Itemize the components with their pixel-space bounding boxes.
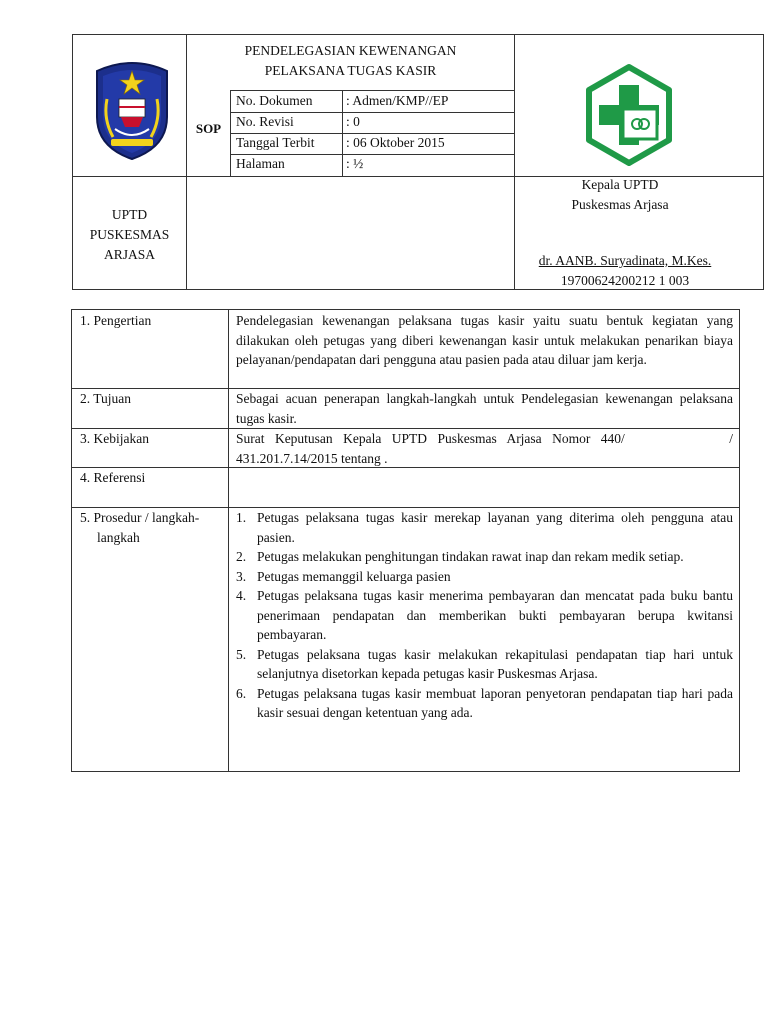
- meta-label: No. Revisi: [236, 114, 294, 129]
- title-line: PENDELEGASIAN KEWENANGAN: [244, 43, 457, 58]
- kebijakan-line: 431.201.7.14/2015 tentang .: [236, 450, 388, 466]
- sop-label: SOP: [195, 121, 222, 136]
- step-number: 6.: [236, 685, 247, 701]
- meta-value: : Admen/KMP//EP: [346, 93, 449, 108]
- row-text-pengertian: Pendelegasian kewenangan pelaksana tugas kasir yaitu suatu bentuk kegiatan yang dilakukan oleh petugas yang diberi kewenangan kasir untuk melakukan penarikan biaya pelayanan/pendapatan dari pengguna atau pasien pada atau diluar jam kerja.: [236, 313, 733, 367]
- kebijakan-line: Surat Keputusan Kepala UPTD Puskesmas Arjasa Nomor 440/ /: [236, 431, 733, 446]
- puskesmas-logo: [583, 63, 675, 169]
- step-text: Petugas memanggil keluarga pasien: [257, 568, 451, 584]
- prosedur-label-line: langkah: [97, 529, 140, 545]
- step-number: 2.: [236, 549, 247, 564]
- row-text-kebijakan: [236, 429, 733, 468]
- prosedur-steps: [228, 508, 733, 723]
- step-number: 1.: [236, 510, 247, 525]
- step-text: Petugas pelaksana tugas kasir merekap layanan yang diterima oleh pengguna atau pasien.: [257, 510, 733, 545]
- step-text: Petugas melakukan penghitungan tindakan rawat inap dan rekam medik setiap.: [257, 549, 684, 564]
- signer-title-line: Puskesmas Arjasa: [571, 197, 669, 212]
- meta-value: : 06 Oktober 2015: [346, 135, 445, 150]
- list-item: [228, 684, 733, 723]
- meta-value: : ½: [346, 156, 364, 171]
- step-number: 3.: [236, 568, 247, 584]
- list-item: [228, 586, 733, 645]
- signer-nip: 19700624200212 1 003: [560, 273, 690, 288]
- step-text: Petugas pelaksana tugas kasir melakukan rekapitulasi pendapatan tiap hari untuk selanjutnya disetorkan kepada petugas kasir Puskesmas Arjasa.: [257, 646, 733, 681]
- signer-name: dr. AANB. Suryadinata, M.Kes.: [538, 253, 712, 268]
- step-text: Petugas pelaksana tugas kasir menerima pembayaran dan mencatat pada buku bantu penerimaan pendapatan dan memberikan bukti pembayaran berupa kwitansi pembayaran.: [257, 588, 733, 642]
- regency-crest-logo: [91, 59, 173, 163]
- list-item: [228, 508, 733, 547]
- row-label-kebijakan: 3. Kebijakan: [80, 431, 149, 446]
- prosedur-label-line: 5. Prosedur / langkah-: [80, 510, 200, 525]
- meta-label: Tanggal Terbit: [236, 135, 315, 150]
- org-line: ARJASA: [103, 247, 155, 262]
- meta-label: Halaman: [236, 156, 285, 171]
- document-title: [187, 41, 514, 81]
- row-label-tujuan: 2. Tujuan: [80, 391, 132, 406]
- document-header: [72, 34, 764, 290]
- list-item: [228, 645, 733, 684]
- row-text-tujuan: Sebagai acuan penerapan langkah-langkah untuk Pendelegasian kewenangan pelaksana tugas kasir.: [236, 391, 733, 426]
- list-item: [228, 567, 733, 587]
- list-item: [228, 547, 733, 567]
- step-text: Petugas pelaksana tugas kasir membuat laporan penyetoran pendapatan tiap hari pada kasir sesuai dengan ketentuan yang ada.: [257, 685, 733, 720]
- row-label-pengertian: 1. Pengertian: [80, 313, 152, 328]
- organization-name: [73, 205, 186, 265]
- meta-value: : 0: [346, 114, 360, 129]
- title-line: PELAKSANA TUGAS KASIR: [264, 63, 437, 78]
- org-line: PUSKESMAS: [89, 227, 170, 242]
- org-line: UPTD: [111, 207, 148, 222]
- step-number: 4.: [236, 588, 247, 603]
- signer-title-line: Kepala UPTD: [581, 177, 659, 192]
- row-label-referensi: 4. Referensi: [80, 470, 146, 485]
- signer-title: [515, 175, 725, 215]
- row-label-prosedur: [80, 508, 225, 547]
- meta-label: No. Dokumen: [236, 93, 313, 108]
- sop-content-table: [71, 309, 740, 772]
- step-number: 5.: [236, 646, 247, 662]
